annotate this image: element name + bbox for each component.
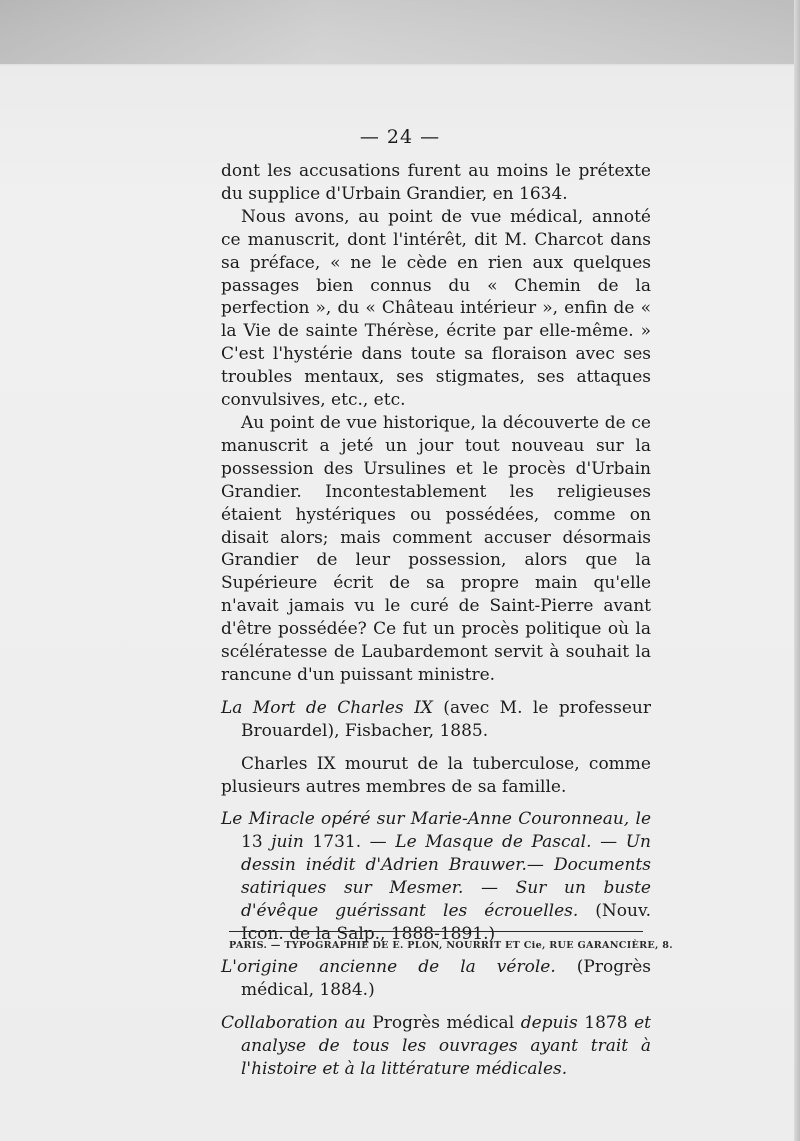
entry-date: 13 bbox=[241, 832, 263, 853]
printer-imprint: PARIS. — TYPOGRAPHIE DE E. PLON, NOURRIT ET Cie, RUE GARANCIÈRE, 8. bbox=[229, 940, 673, 951]
entry-details: (Nouv. Icon. de la Salp., 1888-1891.) bbox=[241, 901, 651, 944]
entry-details: (Progrès médical, 1884.) bbox=[241, 956, 651, 1000]
entry-title: Un dessin inédit d'Adrien Brauwer.— Documents satiriques sur Mesmer. — Sur un buste d'évêque guérissant les écrouelles. bbox=[241, 832, 651, 922]
journal-name: Progrès médical bbox=[372, 1012, 515, 1033]
entry-text: et analyse de tous les ouvrages ayant trait à l'histoire et à la littérature médicales. bbox=[241, 1012, 652, 1079]
entry-title: La Mort de Charles IX bbox=[221, 697, 433, 718]
bibliography-entry-verole bbox=[221, 956, 651, 1002]
entry-title: Le Masque de Pascal. bbox=[395, 832, 592, 853]
entry-date: 1878 bbox=[584, 1012, 628, 1033]
entry-text: depuis bbox=[514, 1012, 585, 1033]
footer-rule bbox=[229, 931, 643, 932]
entry-details: (avec M. le professeur Brouardel), Fisbacher, 1885. bbox=[241, 697, 651, 741]
bibliography-entry-miracle bbox=[221, 808, 651, 945]
entry-title: juin bbox=[262, 832, 304, 853]
entry-text: Collaboration au bbox=[221, 1012, 373, 1033]
page-number: — 24 — bbox=[359, 126, 441, 148]
entry-separator: — bbox=[591, 832, 626, 853]
paragraph-continuation: dont les accusations furent au moins le prétexte du supplice d'Urbain Grandier, en 1634. bbox=[221, 161, 651, 204]
entry-title: L'origine ancienne de la vérole. bbox=[221, 956, 556, 977]
entry-date: 1731. — bbox=[303, 832, 396, 853]
scan-top-edge bbox=[0, 0, 800, 64]
bibliography-entry-collaboration bbox=[221, 1012, 651, 1081]
entry-title: Le Miracle opéré sur Marie-Anne Couronneau, le bbox=[221, 809, 651, 830]
bibliography-entry-charles-ix bbox=[221, 697, 651, 743]
entry-note: Charles IX mourut de la tuberculose, comme plusieurs autres membres de sa famille. bbox=[221, 753, 651, 797]
paragraph-medical: Nous avons, au point de vue médical, annoté ce manuscrit, dont l'intérêt, dit M. Charcot dans sa préface, « ne le cède en rien aux quelques passages bien connus du « Chemin de la perfection », du « Château intérieur », enfin de « la Vie de sainte Thérèse, écrite par elle-même. » C'est l'hystérie dans toute sa floraison avec ses troubles mentaux, ses stigmates, ses attaques convulsives, etc., etc. bbox=[221, 206, 651, 411]
paragraph-historical: Au point de vue historique, la découverte de ce manuscrit a jeté un jour tout nouveau sur la possession des Ursulines et le procès d'Urbain Grandier. Incontestablement les religieuses étaient hystériques ou possédées, comme on disait alors; mais comment accuser désormais Grandier de leur possession, alors que la Supérieure écrit de sa propre main qu'elle n'avait jamais vu le curé de Saint-Pierre avant d'être possédée? Ce fut un procès politique où la scélératesse de Laubardemont servit à souhait la rancune d'un puissant ministre. bbox=[221, 412, 651, 685]
scan-right-edge bbox=[794, 0, 800, 1141]
